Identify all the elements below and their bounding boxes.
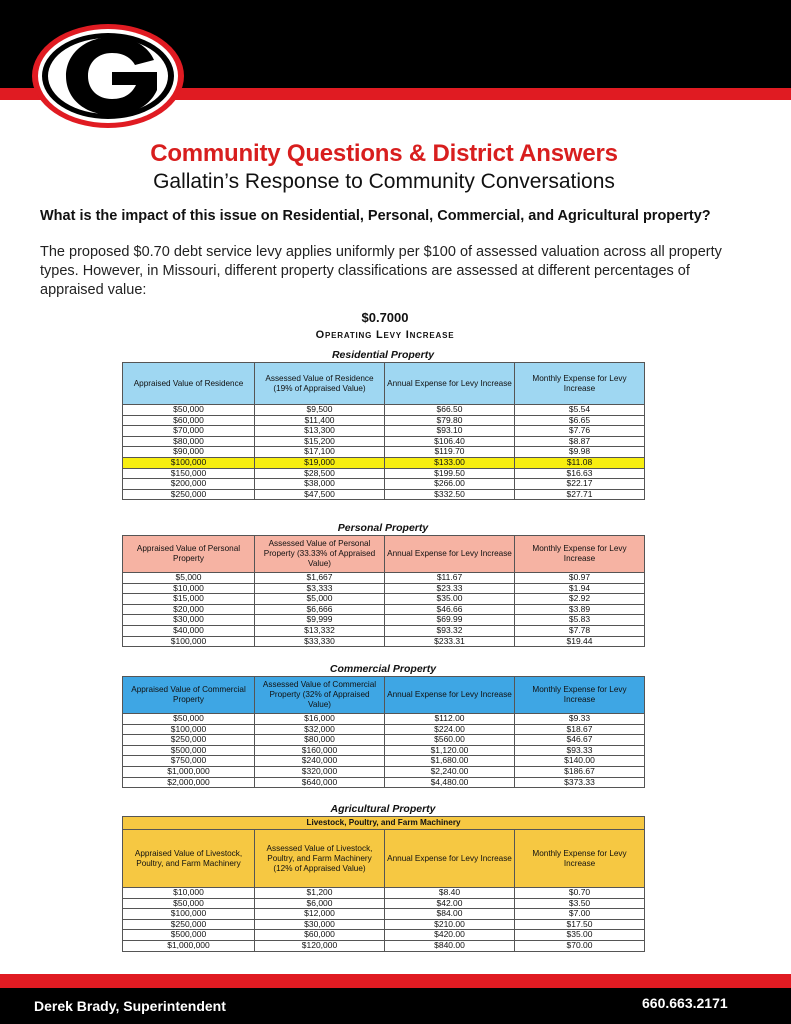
table-cell: $93.32 [385,625,515,636]
table-row [123,573,645,584]
table-row [123,898,645,909]
table-cell: $9.33 [515,714,645,725]
table-cell: $5.83 [515,615,645,626]
table-cell: $11.67 [385,573,515,584]
table-cell: $5,000 [255,594,385,605]
table-cell: $100,000 [123,909,255,920]
column-header: Appraised Value of Commercial Property [123,677,255,714]
table-header-row [123,536,645,573]
table-cell: $100,000 [123,724,255,735]
table-cell: $120,000 [255,940,385,951]
table-cell: $90,000 [123,447,255,458]
table-row [123,594,645,605]
footer-red-stripe [0,974,791,988]
table-cell: $9,500 [255,405,385,416]
table-cell: $28,500 [255,468,385,479]
table-cell: $22.17 [515,479,645,490]
table-cell: $320,000 [255,766,385,777]
column-header: Appraised Value of Livestock, Poultry, and Farm Machinery [123,830,255,888]
footer-superintendent: Derek Brady, Superintendent [34,998,226,1014]
table-row [123,735,645,746]
page-subtitle: Gallatin’s Response to Community Conversations [153,170,615,193]
table-row [123,415,645,426]
page-title: Community Questions & District Answers [150,140,618,167]
table-cell: $27.71 [515,489,645,500]
column-header: Monthly Expense for Levy Increase [515,677,645,714]
table-row [123,766,645,777]
table-cell: $16,000 [255,714,385,725]
column-header: Appraised Value of Residence [123,363,255,405]
levy-label: Operating Levy Increase [315,329,455,341]
table-row [123,940,645,951]
table-row [123,583,645,594]
table-row [123,909,645,920]
table-cell: $79.80 [385,415,515,426]
commercial-table [122,676,645,788]
table-cell: $266.00 [385,479,515,490]
table-row [123,745,645,756]
table-cell: $33,330 [255,636,385,647]
table-cell: $8.40 [385,888,515,899]
table-row [123,930,645,941]
table-cell: $10,000 [123,583,255,594]
table-cell: $19,000 [255,457,385,468]
table-cell: $640,000 [255,777,385,788]
table-cell: $13,300 [255,426,385,437]
table-cell: $35.00 [385,594,515,605]
table-cell: $3.89 [515,604,645,615]
table-cell: $7.78 [515,625,645,636]
table-cell: $7.76 [515,426,645,437]
table-cell: $1,000,000 [123,940,255,951]
table-row [123,468,645,479]
table-cell: $40,000 [123,625,255,636]
table-row [123,888,645,899]
table-cell: $8.87 [515,436,645,447]
table-cell: $0.70 [515,888,645,899]
table-cell: $60,000 [123,415,255,426]
table-cell: $84.00 [385,909,515,920]
table-cell: $233.31 [385,636,515,647]
levy-amount: $0.7000 [361,310,409,325]
table-cell: $5.54 [515,405,645,416]
table-cell: $9,999 [255,615,385,626]
table-cell: $1,680.00 [385,756,515,767]
table-cell: $30,000 [123,615,255,626]
table-cell: $38,000 [255,479,385,490]
table-row [123,724,645,735]
table-cell: $17.50 [515,919,645,930]
column-header: Annual Expense for Levy Increase [385,830,515,888]
column-header: Annual Expense for Levy Increase [385,363,515,405]
table-cell: $5,000 [123,573,255,584]
table-cell: $1,200 [255,888,385,899]
table-row [123,636,645,647]
residential-title: Residential Property [331,349,435,361]
agricultural-subtitle: Livestock, Poultry, and Farm Machinery [123,817,645,830]
table-cell: $420.00 [385,930,515,941]
table-cell: $9.98 [515,447,645,458]
table-cell: $16.63 [515,468,645,479]
table-cell: $13,332 [255,625,385,636]
table-row [123,615,645,626]
table-cell: $3,333 [255,583,385,594]
school-logo [30,22,186,130]
body-paragraph: The proposed $0.70 debt service levy applies uniformly per $100 of assessed valuation across all property types. However, in Missouri, different property classifications are assessed at different percentages of appraised value: [40,244,722,298]
table-cell: $69.99 [385,615,515,626]
table-header-row [123,363,645,405]
table-cell: $3.50 [515,898,645,909]
question-text: What is the impact of this issue on Residential, Personal, Commercial, and Agricultural property? [40,208,711,224]
column-header: Annual Expense for Levy Increase [385,536,515,573]
table-cell: $1,000,000 [123,766,255,777]
column-header: Assessed Value of Personal Property (33.33% of Appraised Value) [255,536,385,573]
table-cell: $70,000 [123,426,255,437]
table-cell: $373.33 [515,777,645,788]
table-row [123,714,645,725]
table-cell: $119.70 [385,447,515,458]
table-cell: $200,000 [123,479,255,490]
table-cell: $199.50 [385,468,515,479]
table-cell: $19.44 [515,636,645,647]
table-cell: $66.50 [385,405,515,416]
footer-phone: 660.663.2171 [642,995,728,1011]
table-cell: $6,666 [255,604,385,615]
table-cell: $1,667 [255,573,385,584]
column-header: Assessed Value of Residence (19% of Appraised Value) [255,363,385,405]
column-header: Monthly Expense for Levy Increase [515,830,645,888]
table-cell: $500,000 [123,745,255,756]
column-header: Monthly Expense for Levy Increase [515,536,645,573]
table-row [123,436,645,447]
table-row [123,625,645,636]
table-cell: $18.67 [515,724,645,735]
table-cell: $250,000 [123,735,255,746]
table-cell: $6.65 [515,415,645,426]
column-header: Assessed Value of Commercial Property (32% of Appraised Value) [255,677,385,714]
table-cell: $32,000 [255,724,385,735]
table-cell: $50,000 [123,714,255,725]
table-cell: $2,240.00 [385,766,515,777]
table-cell: $12,000 [255,909,385,920]
column-header: Monthly Expense for Levy Increase [515,363,645,405]
table-row [123,604,645,615]
table-cell: $332.50 [385,489,515,500]
table-cell: $17,100 [255,447,385,458]
table-row [123,426,645,437]
table-cell: $250,000 [123,919,255,930]
table-cell: $500,000 [123,930,255,941]
table-cell: $4,480.00 [385,777,515,788]
table-row [123,919,645,930]
column-header: Annual Expense for Levy Increase [385,677,515,714]
table-cell: $7.00 [515,909,645,920]
table-cell: $42.00 [385,898,515,909]
table-cell: $0.97 [515,573,645,584]
table-cell: $50,000 [123,898,255,909]
table-subheader-row [123,817,645,830]
agricultural-title: Agricultural Property [330,803,436,815]
table-cell: $80,000 [123,436,255,447]
residential-table [122,362,645,500]
table-cell: $46.67 [515,735,645,746]
table-row [123,489,645,500]
highlighted-row [123,457,645,468]
table-cell: $47,500 [255,489,385,500]
table-cell: $20,000 [123,604,255,615]
table-cell: $224.00 [385,724,515,735]
table-cell: $6,000 [255,898,385,909]
table-row [123,756,645,767]
table-cell: $46.66 [385,604,515,615]
table-cell: $2.92 [515,594,645,605]
table-cell: $560.00 [385,735,515,746]
table-cell: $11,400 [255,415,385,426]
table-cell: $15,000 [123,594,255,605]
table-cell: $750,000 [123,756,255,767]
table-cell: $50,000 [123,405,255,416]
table-cell: $112.00 [385,714,515,725]
table-cell: $160,000 [255,745,385,756]
table-cell: $93.33 [515,745,645,756]
table-header-row [123,830,645,888]
column-header: Appraised Value of Personal Property [123,536,255,573]
table-cell: $35.00 [515,930,645,941]
table-header-row [123,677,645,714]
personal-table [122,535,645,647]
personal-title: Personal Property [337,522,429,534]
table-cell: $11.08 [515,457,645,468]
table-cell: $15,200 [255,436,385,447]
table-cell: $150,000 [123,468,255,479]
table-row [123,447,645,458]
table-cell: $23.33 [385,583,515,594]
table-row [123,479,645,490]
table-cell: $210.00 [385,919,515,930]
table-cell: $100,000 [123,636,255,647]
table-cell: $106.40 [385,436,515,447]
table-cell: $133.00 [385,457,515,468]
table-cell: $186.67 [515,766,645,777]
table-cell: $1.94 [515,583,645,594]
table-cell: $2,000,000 [123,777,255,788]
agricultural-table [122,816,645,952]
table-cell: $240,000 [255,756,385,767]
table-cell: $100,000 [123,457,255,468]
table-row [123,777,645,788]
commercial-title: Commercial Property [329,663,437,675]
table-cell: $70.00 [515,940,645,951]
table-cell: $10,000 [123,888,255,899]
table-cell: $80,000 [255,735,385,746]
table-cell: $250,000 [123,489,255,500]
table-cell: $93.10 [385,426,515,437]
table-cell: $60,000 [255,930,385,941]
table-cell: $30,000 [255,919,385,930]
column-header: Assessed Value of Livestock, Poultry, and Farm Machinery (12% of Appraised Value) [255,830,385,888]
table-cell: $840.00 [385,940,515,951]
table-cell: $140.00 [515,756,645,767]
table-row [123,405,645,416]
table-cell: $1,120.00 [385,745,515,756]
